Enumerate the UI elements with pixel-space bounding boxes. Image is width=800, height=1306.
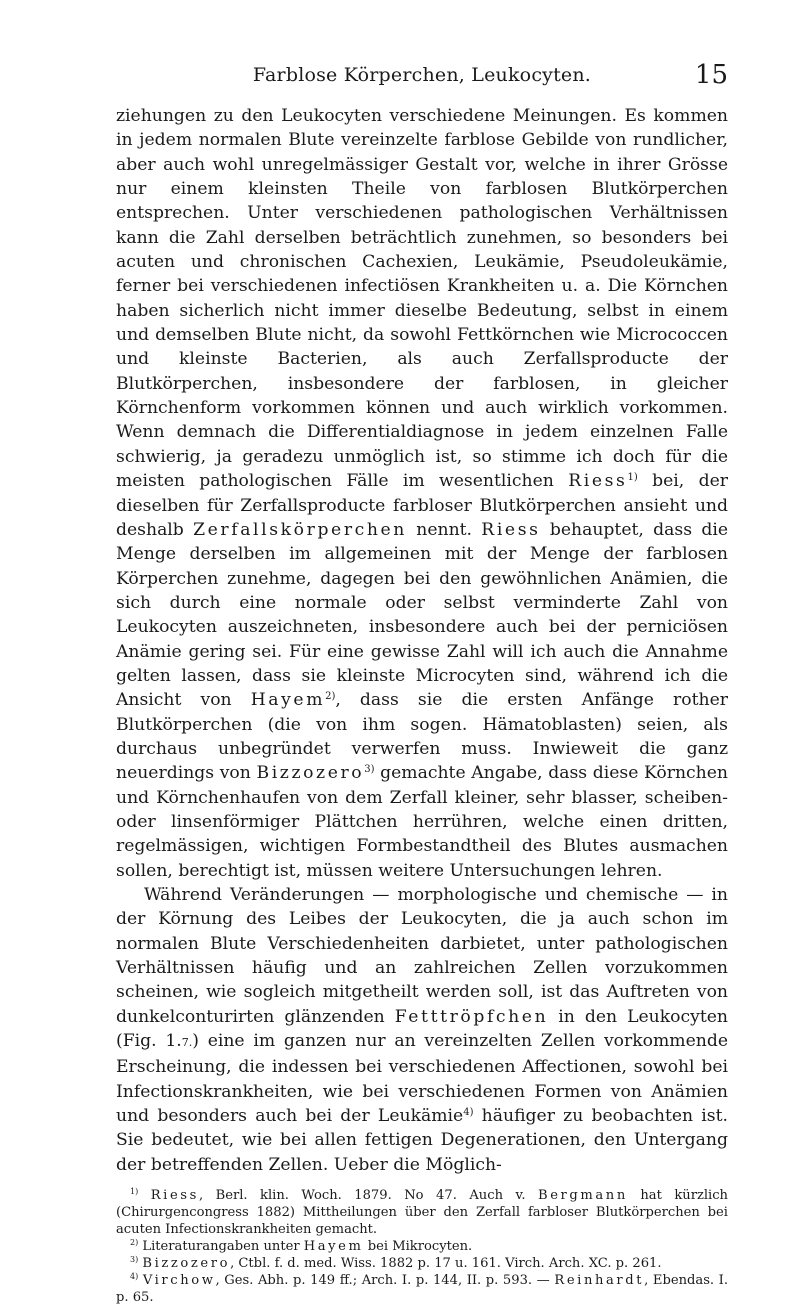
footnote-ref: 1) — [627, 472, 638, 484]
text-run: , Berl. klin. Woch. 1879. No 47. Auch v. — [198, 1188, 538, 1204]
text-run: , Ebendas. I. p. 65. — [116, 1273, 729, 1306]
emphasized-term: Zerfallskörperchen — [193, 519, 407, 540]
text-run: , dass sie die ersten Anfänge rother Blutkörperchen (die von ihm sogen. Hämatoblasten) seien, als durchaus unbegründet verwerfen muss. Inwieweit die ganz neuerdings von — [116, 690, 728, 784]
text-run: nennt. — [406, 519, 482, 540]
footnotes — [116, 1187, 728, 1306]
text-run: ) eine im ganzen nur an vereinzelten Zellen vorkommende Erscheinung, die indessen bei verschiedenen Affectionen, sowohl bei Infectionskrankheiten, wie bei verschiedenen Formen von Anämien und besonders auch bei der Leukämie — [116, 1031, 728, 1127]
footnote-ref: 3) — [364, 764, 375, 776]
text-run: Während Veränderungen — morphologische und chemische — in der Körnung des Leibes der Leukocyten, die ja auch schon im normalen Blute Verschiedenheiten darbietet, unter pathologischen Verhältnissen häufig und an zahlreichen Zellen vorzukommen scheinen, wie sogleich mitgetheilt werden soll, ist das Auftreten von dunkelconturirten glänzenden — [116, 885, 728, 1027]
author-name: Virchow — [142, 1273, 216, 1289]
text-run: behauptet, dass die Menge derselben im allgemeinen mit der Menge der farblosen Körperchen zunehme, dagegen bei den gewöhnlichen Anämien, die sich durch eine normale oder selbst verminderte Zahl von Leukocyten auszeichneten, insbesondere auch bei der perniciösen Anämie gering sei. Für eine gewisse Zahl will ich auch die Annahme gelten lassen, dass sie kleinste Microcyten sind, während ich die Ansicht von — [116, 519, 728, 711]
author-name: Hayem — [250, 690, 326, 711]
footnote-2 — [116, 1238, 728, 1255]
text-run: gemachte Angabe, dass diese Körnchen und Körnchenhaufen von dem Zerfall kleiner, sehr blasser, scheiben- oder linsenförmiger Plättchen herrühren, welche einen dritten, regelmässigen, wichtigen Formbestandtheil des Blutes ausmachen sollen, berechtigt ist, müssen weitere Untersuchungen lehren. — [116, 763, 728, 881]
footnote-3 — [116, 1255, 728, 1272]
page-header — [116, 60, 728, 104]
author-name: Bizzozero — [142, 1256, 231, 1272]
author-name: Riess — [150, 1188, 199, 1204]
footnote-ref: 4) — [463, 1107, 474, 1119]
author-name: Hayem — [303, 1239, 364, 1255]
text-run: ziehungen zu den Leukocyten verschiedene Meinungen. Es kommen in jedem normalen Blute vereinzelte farblose Gebilde von rundlicher, aber auch wohl unregelmässiger Gestalt vor, welche in ihrer Grösse nur einem kleinsten Theile von farblosen Blutkörperchen entsprechen. Unter verschiedenen pathologischen Verhältnissen kann die Zahl derselben beträchtlich zunehmen, so besonders bei acuten und chronischen Cachexien, Leukämie, Pseudoleukämie, ferner bei verschiedenen infectiösen Krankheiten u. a. Die Körnchen haben sicherlich nicht immer dieselbe Bedeutung, selbst in einem und demselben Blute nicht, da sowohl Fettkörnchen wie Micrococcen und kleinste Bacterien, als auch Zerfallsproducte der Blutkörperchen, insbesondere der farblosen, in gleicher Körnchenform vorkommen können und auch wirklich vorkommen. Wenn demnach die Differentialdiagnose in jedem einzelnen Falle schwierig, ja geradezu unmöglich ist, so stimme ich doch für die meisten pathologischen Fälle im wesentlichen — [116, 106, 728, 492]
text-run: bei, der dieselben für Zerfallsproducte farbloser Blutkörperchen ansieht und deshalb — [116, 471, 728, 540]
text-run: Literaturangaben unter — [138, 1239, 304, 1255]
footnote-ref: 2) — [325, 691, 336, 703]
figure-subref: 7. — [181, 1036, 193, 1050]
text-run: in den Leukocyten (Fig. 1. — [116, 1006, 728, 1052]
text-run: , Ctbl. f. d. med. Wiss. 1882 p. 17 u. 161. Virch. Arch. XC. p. 261. — [230, 1256, 662, 1272]
page-number: 15 — [694, 60, 728, 90]
text-run — [138, 1188, 150, 1203]
author-name: Bizzozero — [256, 763, 365, 784]
footnote-marker: 4) — [130, 1272, 139, 1282]
author-name: Riess — [568, 471, 628, 492]
text-run: , Ges. Abh. p. 149 ff.; Arch. I. p. 144, II. p. 593. — — [215, 1273, 555, 1289]
footnote-marker: 1) — [130, 1187, 139, 1197]
footnote-marker: 2) — [130, 1238, 139, 1248]
emphasized-term: Fetttröpfchen — [394, 1006, 549, 1027]
text-run: bei Mikrocyten. — [363, 1239, 473, 1255]
author-name: Riess — [481, 519, 541, 540]
text-run: hat kürzlich (Chirurgencongress 1882) Mittheilungen über den Zerfall farbloser Blutkörperchen bei acuten Infectionskrankheiten gemacht. — [116, 1188, 728, 1238]
author-name: Reinhardt — [554, 1273, 645, 1289]
footnote-4 — [116, 1272, 728, 1306]
paragraph-1 — [116, 104, 728, 883]
paragraph-2 — [116, 883, 728, 1177]
footnote-1 — [116, 1187, 728, 1238]
footnote-marker: 3) — [130, 1255, 139, 1265]
author-name: Bergmann — [537, 1188, 628, 1204]
text-run: häufiger zu beobachten ist. Sie bedeutet, wie bei allen fettigen Degenerationen, den Untergang der betreffenden Zellen. Ueber die Möglich- — [116, 1106, 728, 1175]
body-text — [116, 104, 728, 1177]
running-title: Farblose Körperchen, Leukocyten. — [252, 64, 592, 86]
